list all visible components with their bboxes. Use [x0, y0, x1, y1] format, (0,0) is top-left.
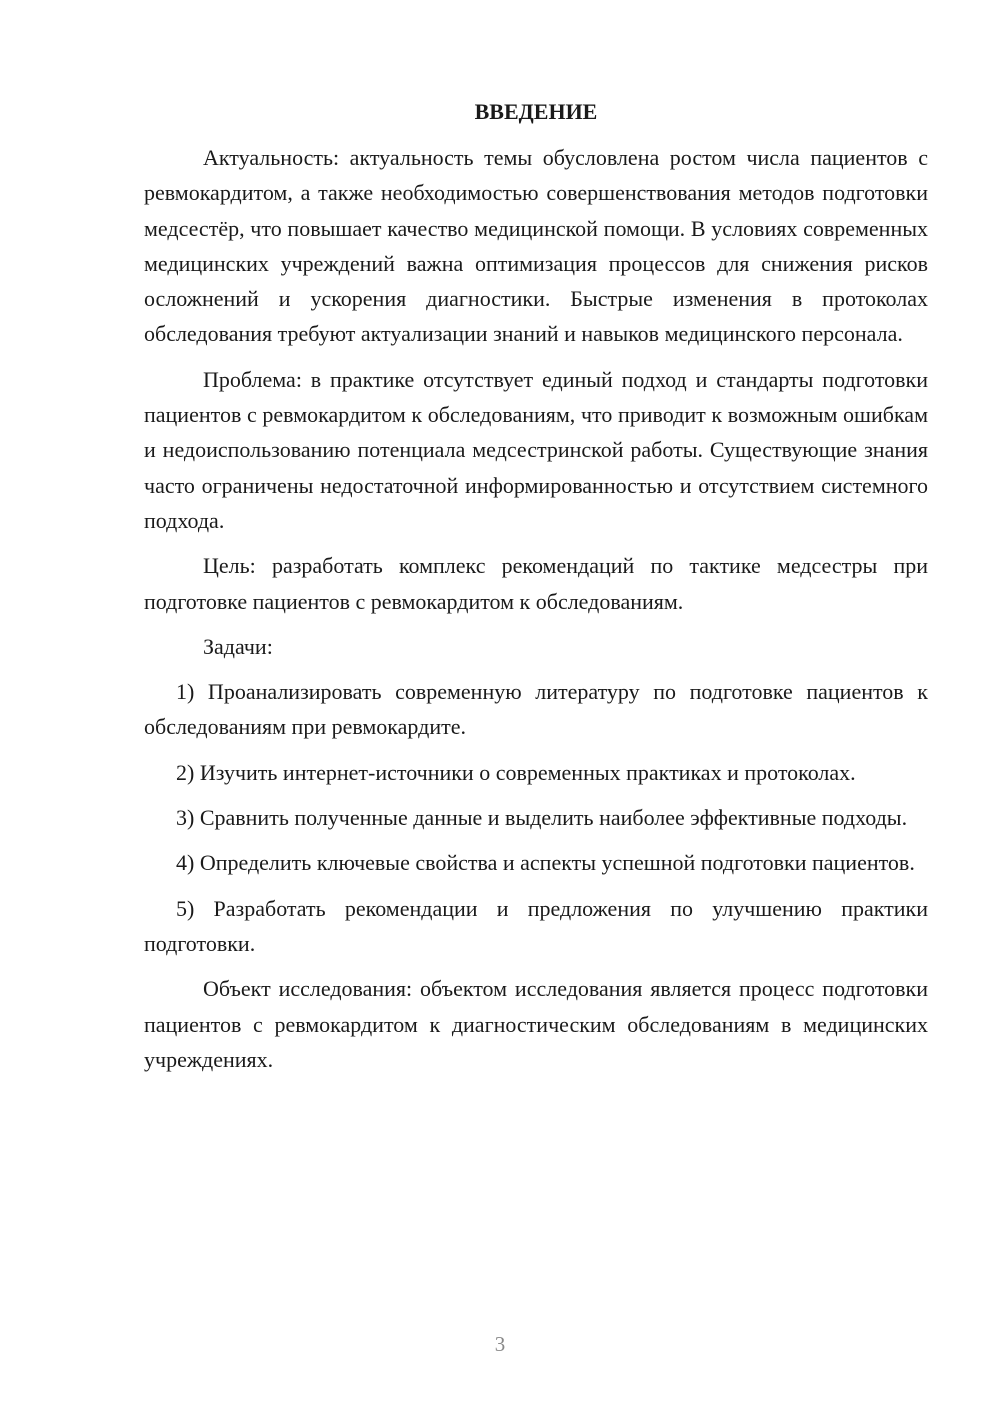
page-title: ВВЕДЕНИЕ	[474, 99, 598, 124]
paragraph-tasks-heading: Задачи:	[203, 633, 273, 659]
task-item-1: 1) Проанализировать современную литературу по подготовке пациентов к обследованиям при ревмокардите.	[144, 679, 928, 740]
paragraph-relevance: Актуальность: актуальность темы обусловлена ростом числа пациентов с ревмокардитом, а также необходимостью совершенствования методов подготовки медсестёр, что повышает качество медицинской помощи. В условиях современных медицинских учреждений важна оптимизация процессов для снижения рисков осложнений и ускорения диагностики. Быстрые изменения в протоколах обследования требуют актуализации знаний и навыков медицинского персонала.	[144, 145, 928, 347]
paragraph-object: Объект исследования: объектом исследования является процесс подготовки пациентов с ревмокардитом к диагностическим обследованиям в медицинских учреждениях.	[144, 976, 928, 1072]
document-body	[144, 140, 928, 1087]
page-number: 3	[494, 1332, 506, 1356]
paragraph-problem: Проблема: в практике отсутствует единый подход и стандарты подготовки пациентов с ревмокардитом к обследованиям, что приводит к возможным ошибкам и недоиспользованию потенциала медсестринской работы. Существующие знания часто ограничены недостаточной информированностью и отсутствием системного подхода.	[144, 366, 928, 533]
task-item-4: 4) Определить ключевые свойства и аспекты успешной подготовки пациентов.	[176, 850, 915, 876]
paragraph-goal: Цель: разработать комплекс рекомендаций по тактике медсестры при подготовке пациентов с ревмокардитом к обследованиям.	[144, 553, 928, 614]
task-item-3: 3) Сравнить полученные данные и выделить наиболее эффективные подходы.	[176, 805, 908, 831]
task-item-5: 5) Разработать рекомендации и предложения по улучшению практики подготовки.	[144, 895, 928, 956]
task-item-2: 2) Изучить интернет-источники о современных практиках и протоколах.	[176, 759, 856, 785]
